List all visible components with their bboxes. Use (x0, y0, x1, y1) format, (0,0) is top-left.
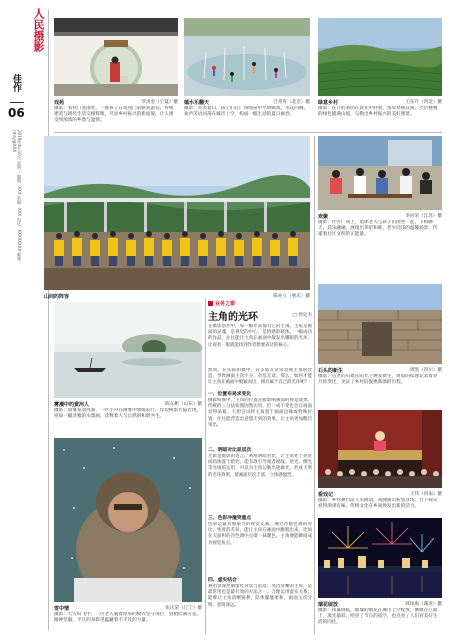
photo-caption: 摄影：炎炎夏日，孩子们在广场喷泉中尽情嬉戏，水花四溅，欢声笑语回荡在城市上空，构成一幅生动的夏日画卷。 (184, 106, 309, 117)
photo-stone-wall (318, 284, 442, 364)
masthead-logo: 人民摄影 (32, 8, 45, 52)
section-heading: 三、色彩冲撞突重点 (208, 515, 252, 521)
article-column: 业务之窗 (215, 301, 236, 307)
photo-caption: 摄影：大雪纷飞中，一位老人裹着厚厚的棉衣坚守岗位，眉梢挂满雪花，眼神坚毅，平凡的身影里蕴藏着不平凡的力量。 (54, 612, 202, 623)
photo-caption: 摄影：夜幕降临，璀璨的烟花在城市上空绽放，倒映在江面上，流光溢彩，照亮了节日的夜空，也点亮了人们对美好生活的向往。 (318, 608, 438, 625)
photo-caption: 摄影：农村门巷深处，一群孩子在戏苑门前嬉戏游玩，传统建筑与现代生活交相辉映，尽显乡村振兴的新面貌，让人感受到浓浓的乡愁与温情。 (54, 106, 174, 123)
masthead-divider (10, 102, 24, 103)
photo-title: 雪中情 (54, 606, 70, 612)
photo-caption: 摄影：社区广场上，退休老人与孩子们围坐一起，下棋聊天，其乐融融，展现出邻里和睦、老少同乐的温馨场景，传递着社区文明的正能量。 (318, 220, 438, 237)
photo-title: 雾漫中的黄河人 (54, 402, 90, 408)
section-text: 利用景深控制虚化背景与前景，突出清晰的主角，是最常用也是最有效的方法之一。合理运用虚实关系，能够让主角清晰锐利，陪体朦胧柔和，画面主次分明、意境深远。 (208, 584, 312, 608)
section-heading: 二、明暗对比显层次 (208, 447, 252, 453)
article-title: 主角的光环 (208, 312, 258, 323)
photo-title: 烟花绽放 (318, 602, 339, 608)
photo-tea-field (318, 18, 442, 96)
photo-caption: 摄影：晨雾笼罩河面，一叶小舟在薄雾中缓缓前行，岸边树影若隐若现，宛如一幅淡雅的水墨画，诠释着人与自然的和谐共生。 (54, 408, 202, 419)
photo-opera-stage (318, 410, 442, 488)
section-text: 光影是摄影的语言。利用明暗对比，让主角处于亮处而陪体置于暗处，能有效引导观者视线。逆光、侧光等光线的运用，可以为主角勾勒出轮廓光，形成天然的光环效果，使画面层次丰富、立体感强烈。 (208, 454, 312, 478)
photo-credit: 李向荣（江苏）摄 (405, 214, 442, 219)
photo-fountain (184, 18, 310, 96)
photo-students-bridge (44, 136, 310, 290)
photo-title: 嬉水乐翻天 (184, 100, 210, 106)
photo-credit: 王东升（河北）摄 (405, 100, 442, 105)
article-intro-2: 然而，在实际拍摄中，许多影友常常忽视主角的营造，导致画面主次不分、杂乱无章。那么，如何才能让主角在画面中脱颖而出，拥有属于自己的光环呢？ (208, 368, 312, 386)
photo-title: 山间的阵容 (44, 294, 70, 300)
column-divider (205, 298, 206, 634)
photo-title: 石头的新生 (318, 368, 344, 374)
photo-misty-river (54, 302, 202, 398)
photo-courtyard (54, 18, 178, 96)
article-intro: 在摄影创作中，每一幅作品都有它的主角。主角是画面的灵魂，是视觉的中心，是情感的载体。一幅成功的作品，往往能让主角在画面中散发出耀眼的光环，让观者一眼就能找到作者想要表达的核心。 (208, 324, 312, 348)
article-author: □ 周克杰 (292, 313, 312, 318)
masthead-side-info: 2019年4月10日 星期三 编辑：XXX 美编：XXX 电话：XXXXXXXX 邮箱：rmsy@XXX (12, 130, 22, 265)
photo-title: 绿意乡村 (318, 100, 339, 106)
page-number: 06 (8, 106, 25, 120)
photo-credit: 韩凤海（湖北）摄 (405, 602, 442, 607)
section-heading: 四、虚实结合 (208, 577, 237, 583)
photo-title: 看戏记 (318, 492, 334, 498)
photo-snow-worker (54, 438, 202, 602)
section-text: 色彩是最具感染力的视觉元素。通过冷暖色调的对比、纯度的差异，能让主角在画面中跳脱出来。比如在大面积的冷色调中点缀一抹暖色，主角便能瞬间成为视觉焦点。 (208, 522, 312, 546)
column-divider (314, 136, 315, 634)
photo-credit: 陈亦立（重庆）摄 (273, 294, 310, 299)
photo-credit: 罗再金（宁夏）摄 (141, 100, 178, 105)
article (208, 300, 312, 636)
photo-credit: 周凯（四川）摄 (409, 368, 442, 373)
photo-title: 戏苑 (54, 100, 65, 106)
section-text: 摄影构图中，主角的位置直接影响画面的视觉效果。传统的三分法构图固然实用，但一成不变也会让画面显得呆板。大胆尝试将主角置于画面边缘或特殊位置，往往能营造出意想不到的效果，让主角更加醒目突出。 (208, 398, 312, 428)
photo-community-gathering (318, 136, 442, 210)
masthead (4, 4, 44, 634)
photo-caption: 摄影：古老的石墙在阳光下焕发新生，斑驳的纹理记录着岁月的变迁，见证了乡村旧貌换新颜的历程。 (318, 374, 438, 385)
photo-title: 欢聚 (318, 214, 329, 220)
photo-credit: 张庆荣（辽宁）摄 (165, 606, 202, 611)
column-tag-marker (208, 301, 213, 306)
photo-credit: 陈东彬（山东）摄 (165, 402, 202, 407)
section-heading: 一、位置布局求变化 (208, 391, 252, 397)
photo-fireworks (318, 518, 442, 598)
row-divider (54, 132, 442, 133)
article-column-tag (208, 300, 235, 307)
masthead-separator (48, 10, 49, 630)
photo-credit: 吕常青（北京）摄 (273, 100, 310, 105)
photo-caption: 摄影：连片的茶园在晨光中舒展，茶农穿梭其间，层层叠叠的绿色铺满山坡，勾勒出乡村振兴的美好图景。 (318, 106, 438, 117)
masthead-section: 佳作 (11, 74, 21, 92)
photo-credit: 王伟（河南）摄 (409, 492, 442, 497)
photo-caption: 摄影：乡村舞台前人头攒动，戏曲演员粉墨登场，台下观众看得津津有味，传统文化在乡间焕发出新的活力。 (318, 498, 438, 509)
